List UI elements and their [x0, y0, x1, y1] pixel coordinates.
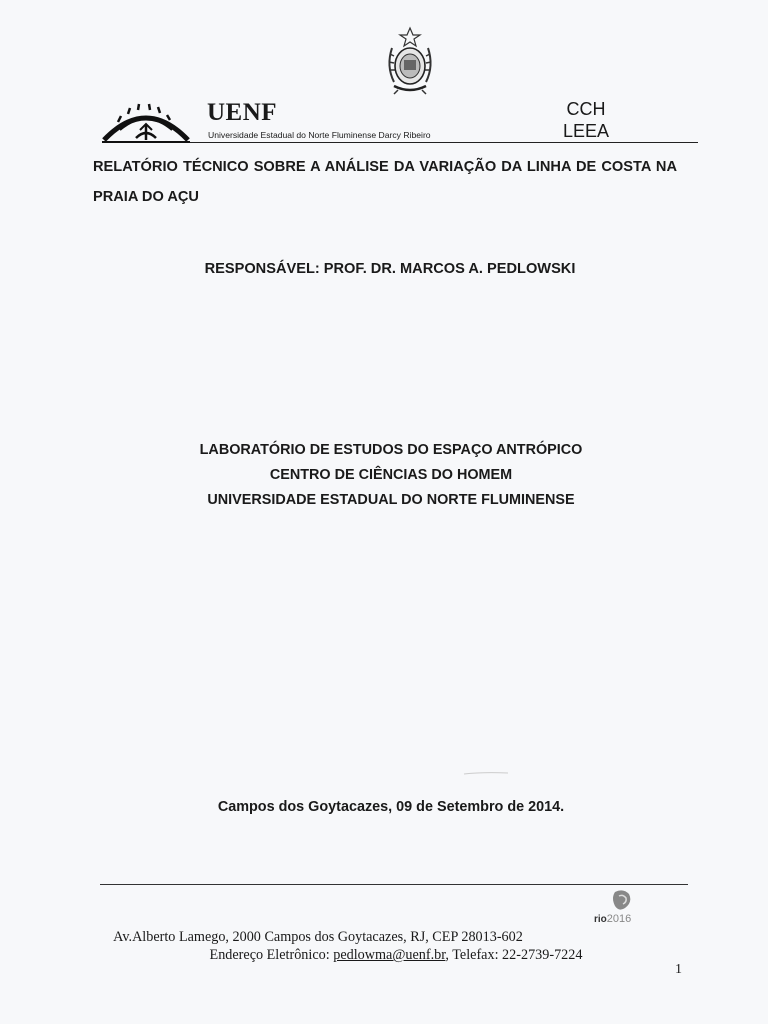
university-full-name: Universidade Estadual do Norte Fluminense Darcy Ribeiro: [208, 130, 431, 140]
institution-lab: LABORATÓRIO DE ESTUDOS DO ESPAÇO ANTRÓPICO: [199, 442, 583, 458]
footer-divider: [100, 884, 688, 885]
rio2016-text: [594, 913, 631, 925]
header-divider: [190, 142, 698, 143]
scan-mark: [462, 770, 510, 776]
phone-text: , Telefax: 22-2739-7224: [445, 947, 583, 963]
footer-address-line: Av.Alberto Lamego, 2000 Campos dos Goytacazes, RJ, CEP 28013-602: [113, 929, 523, 945]
institution-block: [0, 438, 768, 513]
date-line: Campos dos Goytacazes, 09 de Setembro de 2014.: [217, 799, 565, 815]
university-acronym: UENF: [207, 99, 278, 126]
uenf-arch-logo-icon: [100, 102, 192, 146]
report-title: RELATÓRIO TÉCNICO SOBRE A ANÁLISE DA VARIAÇÃO DA LINHA DE COSTA NA PRAIA DO AÇU: [93, 159, 677, 205]
center-code: CCH: [566, 99, 606, 119]
footer-contact: [0, 928, 768, 964]
lab-code: LEEA: [562, 121, 610, 141]
rio-label: rio: [594, 914, 607, 925]
footer-contact-line: [0, 946, 768, 964]
coat-of-arms-icon: [380, 26, 440, 98]
responsible-person: RESPONSÁVEL: PROF. DR. MARCOS A. PEDLOWSKI: [204, 261, 576, 277]
page-number: 1: [675, 962, 682, 977]
institution-university: UNIVERSIDADE ESTADUAL DO NORTE FLUMINENSE: [207, 492, 575, 508]
email-label: Endereço Eletrônico:: [209, 947, 334, 963]
institution-center: CENTRO DE CIÊNCIAS DO HOMEM: [269, 467, 513, 483]
rio-year: 2016: [606, 913, 632, 925]
email-link[interactable]: pedlowma@uenf.br: [333, 947, 446, 963]
department-codes: [556, 98, 616, 142]
